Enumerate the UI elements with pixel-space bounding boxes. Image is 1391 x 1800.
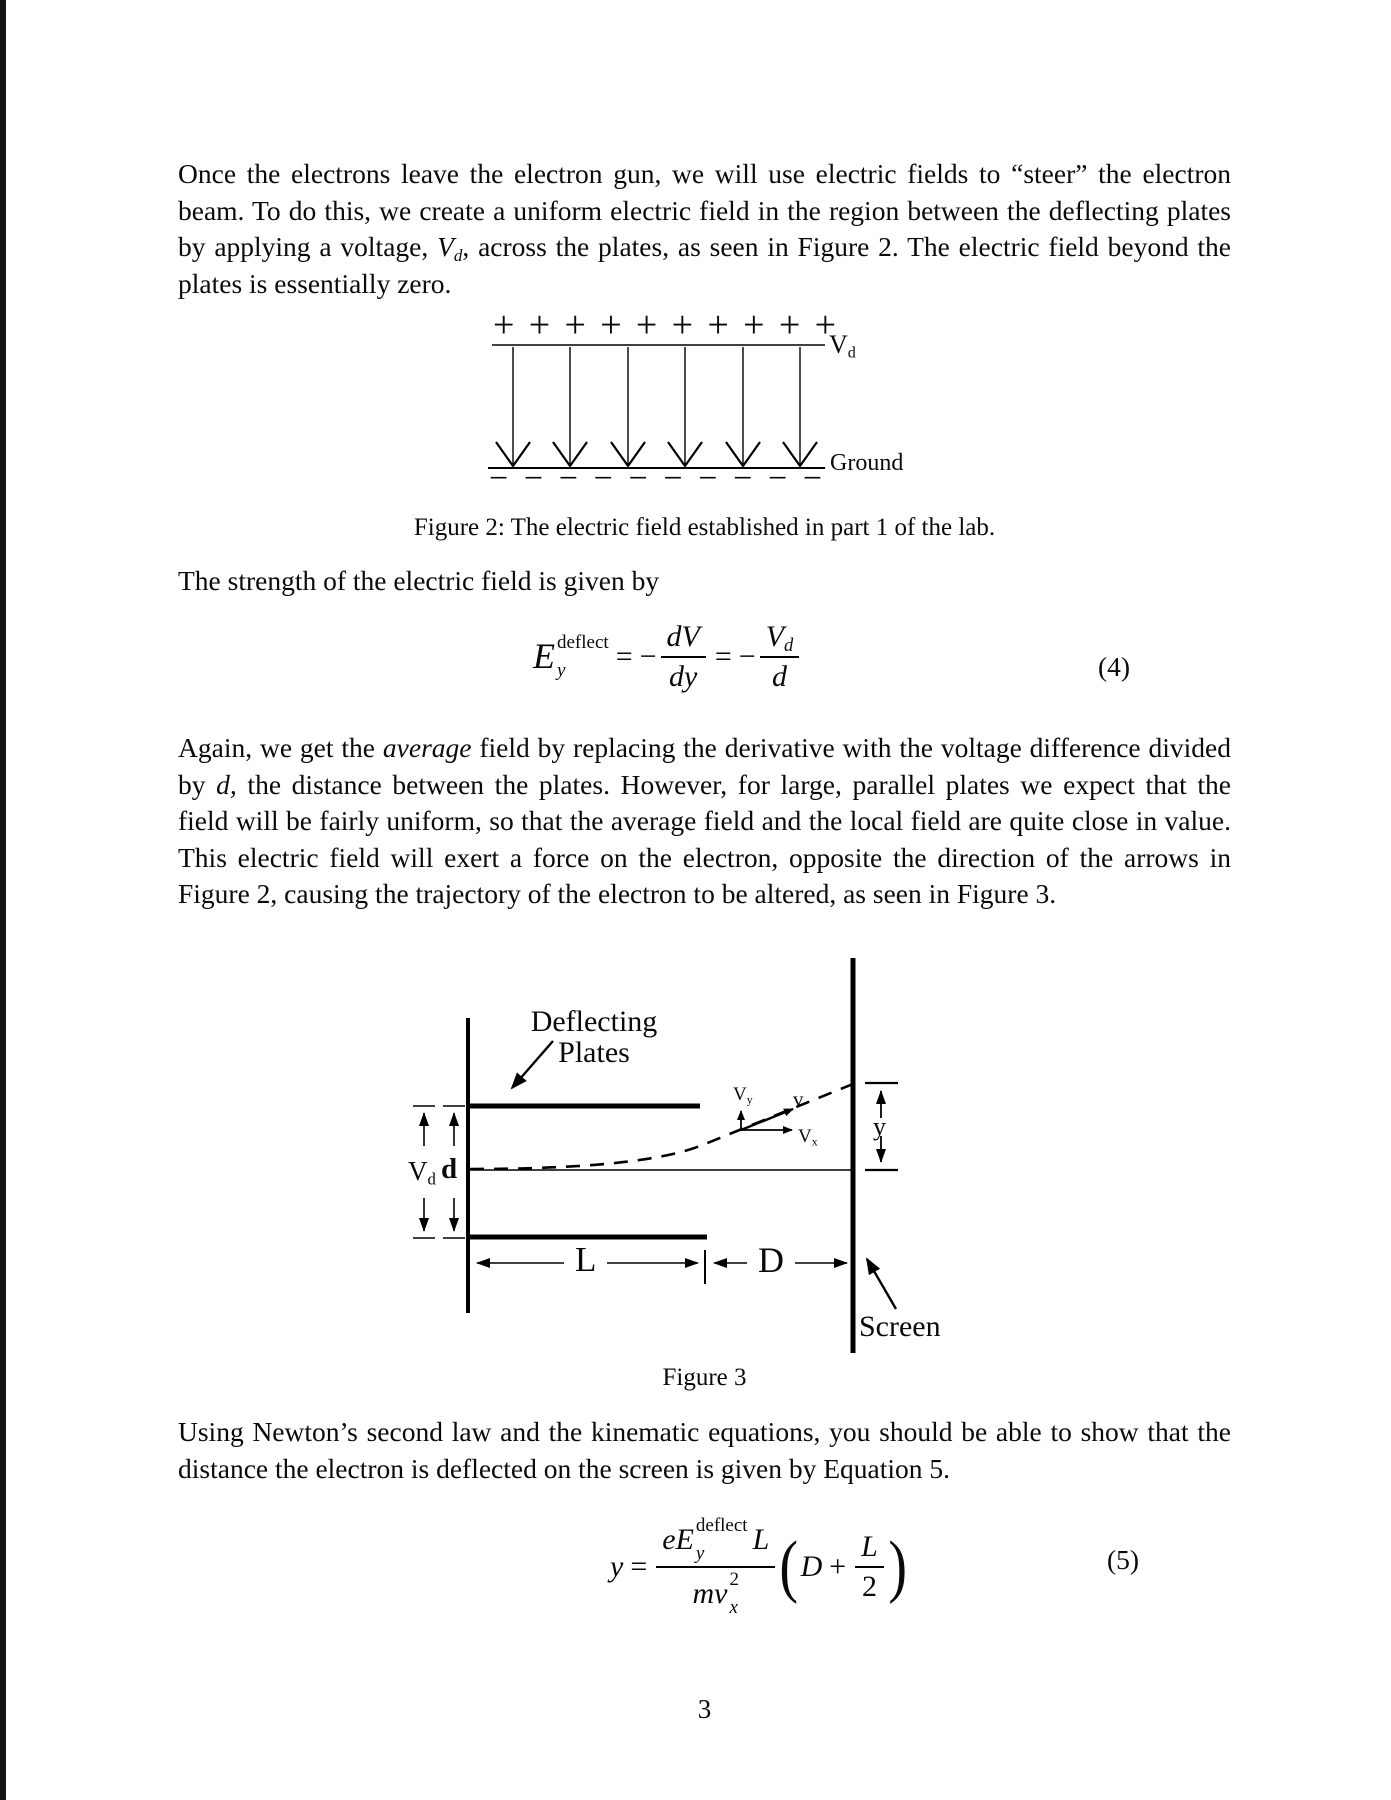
- figure3-y-label: y: [873, 1112, 886, 1141]
- figure2-caption: Figure 2: The electric field established in part 1 of the lab.: [413, 514, 996, 541]
- L-over-2-fraction: $\frac{L}{2}$: [855, 1530, 884, 1603]
- open-paren: (: [779, 1527, 799, 1605]
- figure3-v-label: v: [793, 1087, 804, 1111]
- var-V: V: [437, 231, 454, 262]
- v-vector: [741, 1109, 793, 1130]
- figure3-vy-label: $V_y$: [733, 1084, 753, 1107]
- figure3-d-label: d: [441, 1153, 458, 1185]
- figure3-velocity-vectors: [741, 1109, 793, 1130]
- figure2-ground-label: Ground: [830, 450, 904, 476]
- figure2-capacitor: [488, 345, 825, 468]
- paragraph-text: , across the plates, as seen in Figure 2. The electric field beyond the plates is essentially zero.: [178, 231, 1232, 299]
- paragraph-text: Once the electrons leave the electron gun, we will use electric fields to “steer” the electron beam. To do this, we create a uniform electric field in the region between the deflecting plates by applying a voltage,: [178, 158, 1231, 262]
- var-V-sub: d: [453, 245, 463, 265]
- figure2-negative-charges: − − − − − − − − − −: [489, 460, 826, 497]
- eq5-main-fraction: eE deflect y L mv 2 x: [656, 1516, 775, 1617]
- figure2-positive-charges: + + + + + + + + + +: [493, 304, 839, 346]
- equation-5-number: (5): [1107, 1544, 1140, 1575]
- paragraph-field-strength: The strength of the electric field is given by: [178, 565, 660, 596]
- figure3-plates-label: Deflecting Plates: [530, 1005, 658, 1069]
- figure3-screen-label: Screen: [859, 1310, 941, 1343]
- figure2-field-arrows: [513, 347, 800, 465]
- emphasis-average: average: [382, 732, 472, 763]
- dV-dy-fraction: $\frac{dV}{dy}$: [661, 620, 706, 693]
- paragraph-average-field: Again, we get the average field by replacing the derivative with the voltage difference divided by d, the distance between the plates. However, for large, parallel plates we expect that the field will be fairly uniform, so that the average field and the local field are quite close in value. This electric field will exert a force on the electron, opposite the direction of the arrows in Figure 2, causing the trajectory of the electron to be altered, as seen in Figure 3.: [178, 732, 1231, 909]
- equation-4: E deflect y = − $\frac{dV}{dy}$ = − $\frac{V_d}{d}$: [533, 620, 801, 693]
- screen-pointer-arrow: [867, 1259, 896, 1309]
- figure3-L-label: L: [564, 1240, 607, 1280]
- var-d: d,: [216, 768, 237, 800]
- page-number: 3: [697, 1694, 712, 1724]
- equation-5: y = eE deflect y L mv 2 x ( D + $\frac{L}{2}$ ): [610, 1515, 907, 1618]
- Vd-d-fraction: $\frac{V_d}{d}$: [760, 620, 800, 693]
- figure3-vd-label: $V_d$: [408, 1156, 436, 1189]
- paragraph-intro: [178, 156, 1231, 302]
- figure3-vx-label: $V_x$: [798, 1126, 818, 1149]
- close-paren: ): [888, 1527, 907, 1605]
- E-deflect-symbol: E deflect y: [533, 632, 609, 681]
- scan-edge-artifact: [0, 0, 6, 1800]
- paragraph-newtons-law: Using Newton’s second law and the kinematic equations, you should be able to show that the distance the electron is deflected on the screen is given by Equation 5.: [178, 1416, 1231, 1484]
- equation-4-number: (4): [1098, 651, 1131, 682]
- figure2-vd-label: $V_d$: [829, 330, 856, 362]
- figure3-D-label: D: [747, 1239, 795, 1281]
- figure3-caption: Figure 3: [662, 1364, 747, 1391]
